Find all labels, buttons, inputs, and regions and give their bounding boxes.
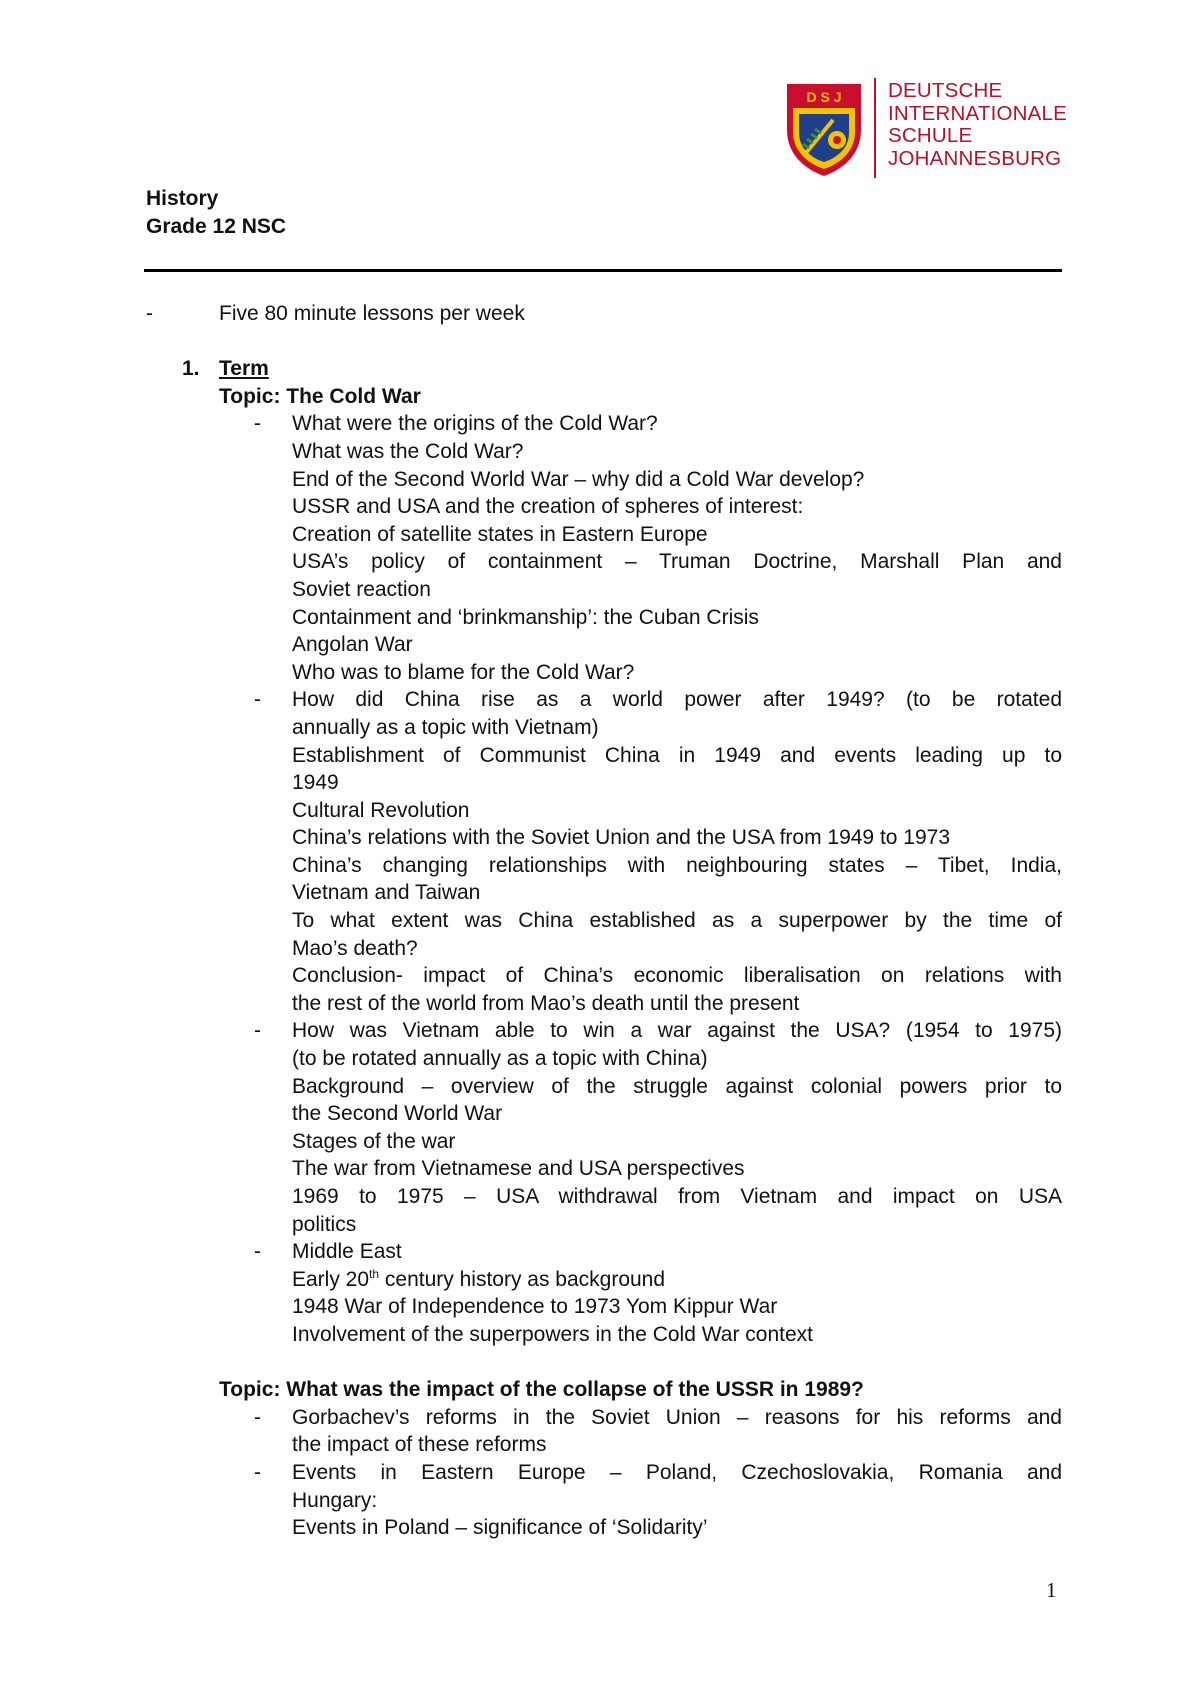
list-line: Angolan War <box>292 633 413 657</box>
list-line: Hungary: <box>292 1488 378 1512</box>
list-line: the rest of the world from Mao’s death until the present <box>292 991 800 1015</box>
list-line: Background – overview of the struggle against colonial powers prior to <box>292 1074 1062 1098</box>
list-line: annually as a topic with Vietnam) <box>292 715 599 739</box>
school-name-line: SCHULE <box>888 124 973 147</box>
list-line: USSR and USA and the creation of spheres of interest: <box>292 495 804 519</box>
list-item: - How did China rise as a world power after 1949? (to be rotated <box>254 688 1062 712</box>
list-item: - Gorbachev’s reforms in the Soviet Union – reasons for his reforms and <box>254 1405 1062 1429</box>
list-item: - What were the origins of the Cold War? <box>254 412 658 436</box>
svg-text:D S J: D S J <box>806 89 842 105</box>
list-line: Involvement of the superpowers in the Cold War context <box>292 1322 813 1346</box>
list-line: Containment and ‘brinkmanship’: the Cuban Crisis <box>292 605 759 629</box>
list-item: - Five 80 minute lessons per week <box>146 302 525 325</box>
list-line: Establishment of Communist China in 1949 and events leading up to <box>292 743 1062 767</box>
school-name-line: JOHANNESBURG <box>888 146 1062 170</box>
list-line: 1949 <box>292 771 339 795</box>
list-line: 1969 to 1975 – USA withdrawal from Vietnam and impact on USA <box>292 1185 1062 1208</box>
list-line: USA’s policy of containment – Truman Doctrine, Marshall Plan and <box>292 550 1062 574</box>
list-line: 1948 War of Independence to 1973 Yom Kippur War <box>292 1295 778 1319</box>
list-line: Conclusion- impact of China’s economic liberalisation on relations with <box>292 964 1062 988</box>
logo-divider <box>874 78 876 178</box>
list-line: Mao’s death? <box>292 936 418 960</box>
list-line: China’s changing relationships with neighbouring states – Tibet, India, <box>292 853 1062 877</box>
school-name-line: DEUTSCHE <box>888 79 1003 102</box>
list-item: - Events in Eastern Europe – Poland, Czechoslovakia, Romania and <box>254 1460 1062 1484</box>
page-number: 1 <box>1046 1578 1057 1602</box>
list-line: Soviet reaction <box>292 577 431 601</box>
term-heading: 1. Term <box>146 355 1062 383</box>
document-title <box>146 185 286 241</box>
curriculum-content <box>146 300 1062 1542</box>
school-logo <box>783 78 1073 178</box>
list-line: To what extent was China established as a superpower by the time of <box>292 909 1062 933</box>
school-crest-icon <box>783 78 865 178</box>
list-line: the Second World War <box>292 1102 503 1126</box>
list-line: China’s relations with the Soviet Union and the USA from 1949 to 1973 <box>292 826 951 850</box>
list-line: Vietnam and Taiwan <box>292 881 481 905</box>
grade-title: Grade 12 NSC <box>146 215 287 238</box>
list-line: End of the Second World War – why did a Cold War develop? <box>292 467 865 491</box>
list-line: Who was to blame for the Cold War? <box>292 660 635 684</box>
list-line: the impact of these reforms <box>292 1433 547 1457</box>
list-line: (to be rotated annually as a topic with China) <box>292 1047 708 1071</box>
school-name <box>888 80 1067 170</box>
list-line: Cultural Revolution <box>292 798 470 822</box>
list-line: The war from Vietnamese and USA perspectives <box>292 1157 745 1181</box>
list-item: - How was Vietnam able to win a war against the USA? (1954 to 1975) <box>254 1019 1062 1043</box>
list-line: Early 20th century history as background <box>292 1266 666 1291</box>
list-line: Creation of satellite states in Eastern Europe <box>292 522 708 546</box>
list-line: Stages of the war <box>292 1129 456 1153</box>
subject-title: History <box>146 187 219 210</box>
topic-heading: Topic: What was the impact of the collapse of the USSR in 1989? <box>219 1378 864 1402</box>
header-rule <box>144 269 1062 272</box>
topic-heading: Topic: The Cold War <box>219 384 421 408</box>
list-line: politics <box>292 1212 357 1236</box>
term-label: Term <box>219 357 269 381</box>
list-line: What was the Cold War? <box>292 439 524 463</box>
school-name-line: INTERNATIONALE <box>888 101 1067 125</box>
list-line: Events in Poland – significance of ‘Solidarity’ <box>292 1516 708 1540</box>
list-item: - Middle East <box>254 1240 402 1264</box>
